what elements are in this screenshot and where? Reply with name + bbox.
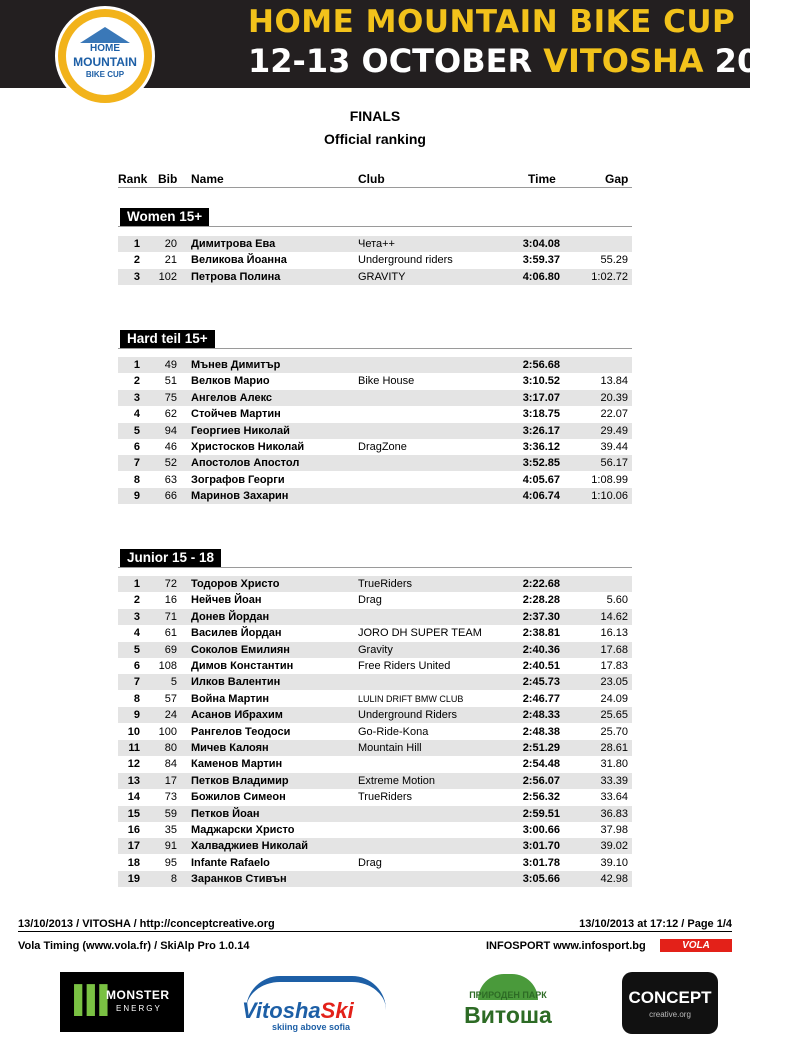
time-cell: 3:10.52 [522, 375, 560, 388]
name-cell: Мичев Калоян [191, 742, 269, 754]
section-divider [118, 567, 632, 568]
table-row [118, 691, 632, 707]
name-cell: Илков Валентин [191, 676, 281, 689]
rank-cell: 8 [133, 473, 140, 486]
gap-cell: 29.49 [600, 424, 628, 437]
table-row [118, 674, 632, 690]
name-cell: Зографов Георги [191, 473, 285, 486]
club-cell: Underground Riders [358, 709, 458, 722]
bib-cell: 51 [164, 375, 177, 388]
bib-cell: 24 [164, 709, 177, 722]
bib-cell: 69 [164, 643, 177, 656]
name-cell: Петков Владимир [191, 774, 289, 787]
gap-cell: 39.10 [600, 856, 628, 869]
table-row [118, 488, 632, 504]
club-cell: Underground riders [358, 254, 453, 267]
time-cell: 2:54.48 [522, 758, 560, 771]
time-cell: 4:06.80 [522, 270, 560, 283]
nature-park-vitosha-logo [450, 972, 566, 1032]
name-cell: Ангелов Алекс [191, 391, 273, 404]
table-row [118, 406, 632, 422]
time-cell: 2:56.32 [522, 791, 560, 804]
gap-cell: 1:02.72 [591, 270, 628, 283]
name-cell: Божилов Симеон [191, 791, 286, 804]
bib-cell: 71 [164, 610, 177, 623]
table-row [118, 609, 632, 625]
club-cell: DragZone [358, 441, 407, 453]
time-cell: 3:59.37 [522, 254, 560, 267]
bib-cell: 94 [164, 424, 177, 437]
gap-cell: 56.17 [600, 457, 628, 470]
rank-cell: 6 [133, 441, 140, 453]
name-cell: Димитрова Ева [191, 238, 276, 250]
rank-cell: 3 [133, 391, 140, 404]
table-row [118, 724, 632, 740]
bib-cell: 91 [164, 840, 177, 853]
table-row [118, 756, 632, 772]
table-row [118, 455, 632, 471]
rank-cell: 5 [133, 424, 140, 437]
event-venue: VITOSHA [543, 42, 704, 80]
footer-divider [18, 931, 732, 932]
time-cell: 3:01.70 [522, 840, 560, 853]
rank-cell: 7 [133, 457, 140, 470]
rank-cell: 9 [133, 490, 140, 503]
name-cell: Infante Rafaelo [191, 856, 270, 869]
name-cell: Петков Йоан [191, 807, 260, 820]
gap-cell: 24.09 [600, 692, 628, 705]
logo-text-bikecup: BIKE CUP [85, 70, 125, 79]
name-cell: Василев Йордан [191, 627, 282, 640]
time-cell: 2:48.38 [522, 725, 560, 738]
gap-cell: 42.98 [600, 873, 628, 886]
time-cell: 3:05.66 [522, 873, 560, 886]
time-cell: 3:01.78 [522, 856, 560, 869]
vitosha-text: Vitosha [242, 998, 321, 1023]
rank-cell: 1 [133, 238, 140, 250]
gap-cell: 39.44 [600, 441, 628, 453]
time-cell: 2:38.81 [522, 627, 560, 640]
gap-cell: 23.05 [600, 676, 628, 689]
name-cell: Димов Константин [191, 660, 294, 672]
bib-cell: 84 [164, 758, 177, 771]
column-bib: Bib [158, 172, 178, 186]
bib-cell: 102 [158, 270, 177, 283]
club-cell: TrueRiders [358, 578, 412, 590]
rank-cell: 10 [127, 725, 140, 738]
footer-timing-software: Vola Timing (www.vola.fr) / SkiAlp Pro 1.0.14 [18, 940, 250, 952]
rank-cell: 5 [133, 643, 140, 656]
time-cell: 3:04.08 [522, 238, 560, 250]
header-banner [0, 0, 804, 88]
rank-cell: 13 [127, 774, 140, 787]
club-cell: JORO DH SUPER TEAM [358, 627, 482, 640]
footer-infosport: INFOSPORT www.infosport.bg [486, 940, 646, 952]
bib-cell: 95 [164, 856, 177, 869]
club-cell: Gravity [358, 643, 393, 656]
bib-cell: 61 [164, 627, 177, 640]
mountain-icon [80, 27, 130, 43]
event-dates: 12-13 OCTOBER [248, 42, 533, 80]
gap-cell: 33.39 [600, 774, 628, 787]
time-cell: 2:46.77 [522, 692, 560, 705]
rank-cell: 3 [133, 270, 140, 283]
column-club: Club [358, 172, 385, 186]
section-label-women: Women 15+ [120, 208, 209, 226]
rank-cell: 19 [127, 873, 140, 886]
club-cell: LULIN DRIFT BMW CLUB [358, 693, 464, 704]
table-row [118, 871, 632, 887]
bib-cell: 100 [158, 725, 177, 738]
name-cell: Велков Марио [191, 375, 270, 388]
table-row [118, 472, 632, 488]
footer-timestamp-page: 13/10/2013 at 17:12 / Page 1/4 [579, 918, 732, 930]
table-row [118, 236, 632, 252]
logo-text-home: HOME [90, 43, 120, 54]
time-cell: 4:06.74 [522, 490, 560, 503]
name-cell: Стойчев Мартин [191, 408, 281, 421]
time-cell: 2:40.36 [522, 643, 560, 656]
gap-cell: 33.64 [600, 791, 628, 804]
rank-cell: 8 [133, 692, 140, 705]
club-cell: Free Riders United [358, 660, 451, 672]
time-cell: 2:37.30 [522, 610, 560, 623]
gap-cell: 25.70 [600, 725, 628, 738]
bib-cell: 16 [164, 594, 177, 607]
bib-cell: 66 [164, 490, 177, 503]
section-label-junior: Junior 15 - 18 [120, 549, 221, 567]
rank-cell: 16 [127, 824, 140, 836]
club-cell: Go-Ride-Kona [358, 725, 429, 738]
bib-cell: 108 [158, 660, 177, 672]
table-row [118, 822, 632, 838]
cup-logo [55, 6, 155, 106]
club-cell: GRAVITY [358, 270, 406, 283]
monster-subtitle: ENERGY [116, 1004, 162, 1013]
bib-cell: 8 [170, 873, 177, 886]
bib-cell: 46 [164, 441, 177, 453]
rank-cell: 15 [127, 807, 140, 820]
concept-subtitle: creative.org [649, 1010, 691, 1019]
table-row [118, 423, 632, 439]
gap-cell: 28.61 [600, 742, 628, 754]
table-row [118, 740, 632, 756]
bib-cell: 63 [164, 473, 177, 486]
rank-cell: 14 [127, 791, 140, 804]
gap-cell: 17.83 [600, 660, 628, 672]
gap-cell: 55.29 [600, 254, 628, 267]
name-cell: Христосков Николай [191, 441, 305, 453]
time-cell: 3:36.12 [522, 441, 560, 453]
section-divider [118, 348, 632, 349]
bib-cell: 75 [164, 391, 177, 404]
table-row [118, 855, 632, 871]
vitosha-slogan: skiing above sofia [272, 1022, 351, 1032]
time-cell: 3:52.85 [522, 457, 560, 470]
bib-cell: 5 [170, 676, 177, 689]
rank-cell: 18 [127, 856, 140, 869]
name-cell: Халваджиев Николай [191, 840, 309, 853]
concept-title: CONCEPT [628, 988, 712, 1007]
rank-cell: 11 [128, 742, 140, 754]
event-date-venue [248, 40, 804, 82]
vola-logo: VOLA [660, 939, 732, 952]
club-cell: Чета++ [358, 238, 395, 250]
time-cell: 3:00.66 [522, 824, 560, 836]
table-row [118, 806, 632, 822]
club-cell: Extreme Motion [358, 774, 436, 787]
name-cell: Соколов Емилиян [191, 643, 290, 656]
gap-cell: 1:08.99 [591, 473, 628, 486]
section-label-hardteil: Hard teil 15+ [120, 330, 215, 348]
gap-cell: 17.68 [600, 643, 628, 656]
gap-cell: 14.62 [600, 610, 628, 623]
bib-cell: 20 [164, 238, 177, 250]
club-cell: Drag [358, 594, 382, 607]
bib-cell: 57 [164, 692, 177, 705]
time-cell: 2:56.07 [522, 774, 560, 787]
column-name: Name [191, 172, 224, 186]
name-cell: Асанов Ибрахим [191, 709, 283, 722]
column-gap: Gap [605, 172, 629, 186]
column-rank: Rank [118, 172, 148, 186]
bib-cell: 35 [164, 824, 177, 836]
gap-cell: 36.83 [600, 807, 628, 820]
gap-cell: 1:10.06 [591, 490, 628, 503]
club-cell: Bike House [358, 375, 415, 388]
gap-cell: 13.84 [600, 375, 628, 388]
table-row [118, 373, 632, 389]
park-name: Витоша [464, 1002, 552, 1028]
table-row [118, 642, 632, 658]
gap-cell: 39.02 [600, 840, 628, 853]
table-row [118, 576, 632, 592]
gap-cell: 16.13 [600, 627, 628, 640]
rank-cell: 1 [133, 359, 140, 371]
logo-text-mountain: MOUNTAIN [73, 55, 137, 69]
name-cell: Тодоров Христо [191, 578, 280, 590]
name-cell: Каменов Мартин [191, 758, 283, 771]
park-top-text: ПРИРОДЕН ПАРК [469, 990, 547, 1000]
monster-energy-logo [60, 972, 184, 1032]
time-cell: 2:28.28 [522, 594, 560, 607]
rank-cell: 2 [133, 254, 140, 267]
name-cell: Нейчев Йоан [191, 594, 262, 607]
rank-cell: 7 [133, 676, 140, 689]
name-cell: Великова Йоанна [191, 254, 287, 267]
bib-cell: 21 [164, 254, 177, 267]
section-divider [118, 226, 632, 227]
table-row [118, 252, 632, 268]
rank-cell: 2 [133, 594, 140, 607]
heading-finals: FINALS [349, 108, 401, 124]
gap-cell: 5.60 [606, 594, 628, 607]
table-row [118, 390, 632, 406]
footer-date-venue-url: 13/10/2013 / VITOSHA / http://conceptcreative.org [18, 918, 275, 930]
gap-cell: 20.39 [600, 391, 628, 404]
bib-cell: 62 [164, 408, 177, 421]
rank-cell: 3 [133, 610, 140, 623]
table-row [118, 592, 632, 608]
time-cell: 2:48.33 [522, 709, 560, 722]
rank-cell: 9 [133, 709, 140, 722]
time-cell: 2:40.51 [522, 660, 560, 672]
event-title: HOME MOUNTAIN BIKE CUP [248, 4, 736, 40]
concept-creative-logo [622, 972, 718, 1034]
table-row [118, 838, 632, 854]
club-cell: TrueRiders [358, 791, 412, 804]
name-cell: Рангелов Теодоси [191, 725, 291, 738]
bib-cell: 17 [164, 774, 177, 787]
table-row [118, 789, 632, 805]
name-cell: Петрова Полина [191, 270, 281, 283]
table-row [118, 773, 632, 789]
name-cell: Мънев Димитър [191, 359, 281, 371]
bib-cell: 73 [164, 791, 177, 804]
time-cell: 2:22.68 [522, 578, 560, 590]
club-cell: Mountain Hill [358, 742, 422, 754]
column-time: Time [528, 172, 556, 186]
rank-cell: 6 [133, 660, 140, 672]
rank-cell: 2 [133, 375, 140, 388]
name-cell: Донев Йордан [191, 610, 270, 623]
time-cell: 2:56.68 [522, 359, 560, 371]
club-cell: Drag [358, 856, 382, 869]
rank-cell: 1 [133, 578, 140, 590]
ski-text: Ski [320, 998, 354, 1023]
gap-cell: 37.98 [600, 824, 628, 836]
table-row [118, 658, 632, 674]
time-cell: 2:51.29 [522, 742, 560, 754]
table-row [118, 439, 632, 455]
gap-cell: 25.65 [600, 709, 628, 722]
time-cell: 2:59.51 [522, 807, 560, 820]
monster-title: MONSTER [106, 988, 170, 1002]
table-row [118, 625, 632, 641]
bib-cell: 59 [164, 807, 177, 820]
rank-cell: 4 [133, 408, 140, 421]
bib-cell: 52 [164, 457, 177, 470]
bib-cell: 80 [164, 742, 177, 754]
name-cell: Заранков Стивън [191, 873, 287, 886]
time-cell: 3:26.17 [522, 424, 560, 437]
time-cell: 4:05.67 [522, 473, 560, 486]
rank-cell: 12 [127, 758, 140, 771]
rank-cell: 17 [127, 840, 140, 853]
monster-claw-icon: Ⅲ [70, 976, 112, 1027]
time-cell: 2:45.73 [522, 676, 560, 689]
table-row [118, 707, 632, 723]
time-cell: 3:17.07 [522, 391, 560, 404]
table-row [118, 357, 632, 373]
name-cell: Георгиев Николай [191, 424, 290, 437]
rank-cell: 4 [133, 627, 140, 640]
vitosha-ski-logo [236, 972, 398, 1032]
bib-cell: 49 [164, 359, 177, 371]
name-cell: Война Мартин [191, 692, 270, 705]
gap-cell: 31.80 [600, 758, 628, 771]
time-cell: 3:18.75 [522, 408, 560, 421]
gap-cell: 22.07 [600, 408, 628, 421]
table-row [118, 269, 632, 285]
name-cell: Апостолов Апостол [191, 457, 300, 470]
heading-official-ranking: Official ranking [324, 131, 426, 147]
bib-cell: 72 [164, 578, 177, 590]
name-cell: Маджарски Христо [191, 824, 295, 836]
event-year: 2013 [714, 42, 804, 80]
name-cell: Маринов Захарин [191, 490, 289, 503]
header-divider [118, 187, 632, 188]
